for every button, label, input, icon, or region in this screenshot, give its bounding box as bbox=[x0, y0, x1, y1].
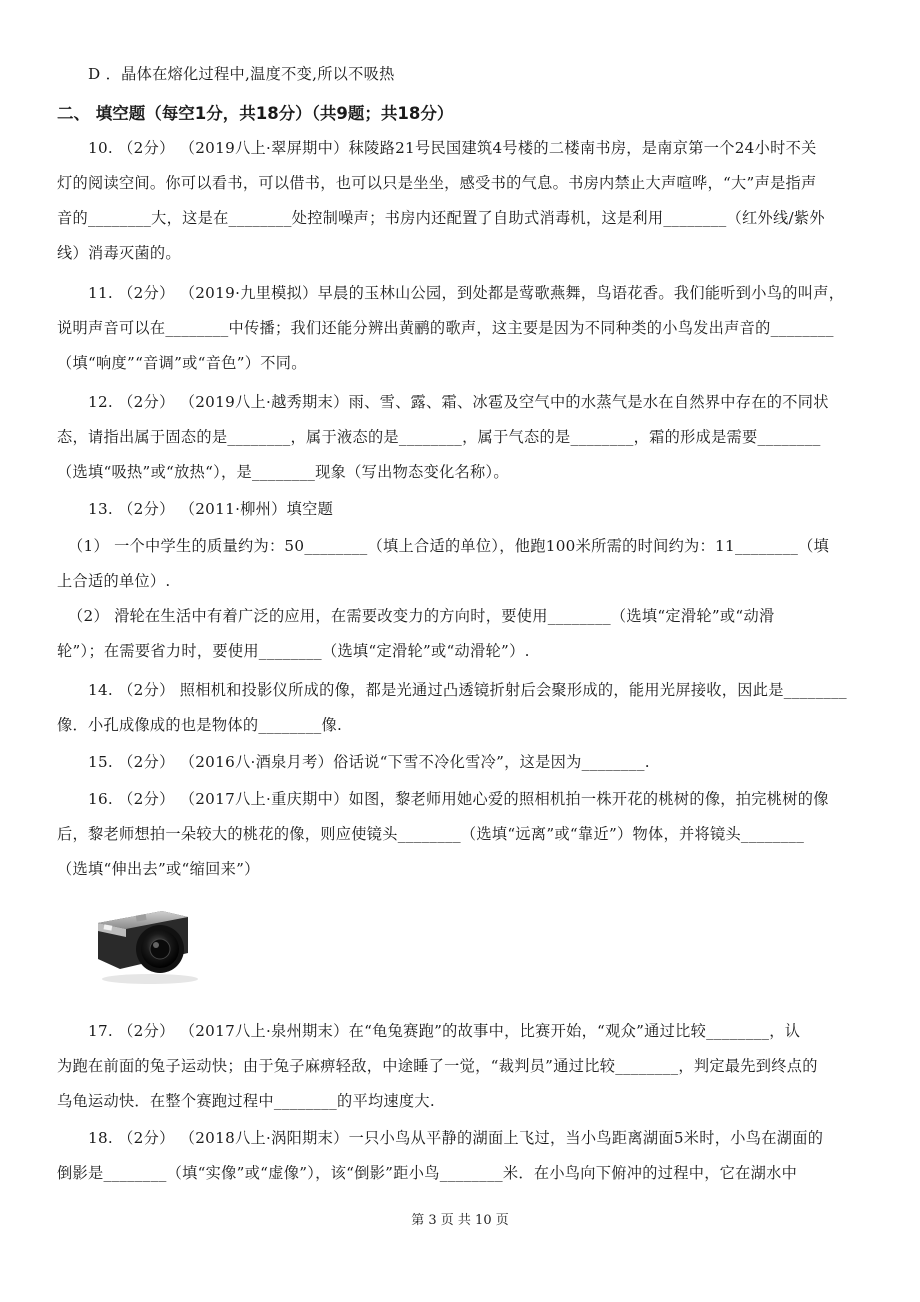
section-title: 二、 填空题（每空1分，共18分）（共9题；共18分） bbox=[57, 104, 454, 123]
page-footer: 第 3 页 共 10 页 bbox=[411, 1213, 509, 1228]
camera-icon bbox=[90, 895, 200, 985]
question-10-line-4: 线）消毒灭菌的。 bbox=[57, 244, 181, 262]
question-12-line-2: 态，请指出属于固态的是________，属于液态的是________，属于气态的是________，霜的形成是需要________ bbox=[57, 428, 821, 446]
question-17-line-2: 为跑在前面的兔子运动快；由于兔子麻痹轻敌，中途睡了一觉，“裁判员”通过比较________，判定最先到终点的 bbox=[57, 1057, 818, 1075]
question-14-line-2: 像．小孔成像成的也是物体的________像. bbox=[57, 716, 343, 734]
question-11-line-2: 说明声音可以在________中传播；我们还能分辨出黄鹂的歌声，这主要是因为不同种类的小鸟发出声音的________ bbox=[57, 319, 834, 337]
question-12-line-3: （选填“吸热”或“放热“），是________现象（写出物态变化名称）。 bbox=[57, 463, 509, 481]
question-17-line-1: 17. （2分） （2017八上·泉州期末）在“龟兔赛跑”的故事中，比赛开始，“观众”通过比较________，认 bbox=[88, 1022, 801, 1040]
question-13-part-1-line-2: 上合适的单位）. bbox=[57, 572, 171, 590]
question-18-line-2: 倒影是________（填“实像”或“虚像”），该“倒影”距小鸟________米．在小鸟向下俯冲的过程中，它在湖水中 bbox=[57, 1164, 798, 1182]
question-13-line-1: 13. （2分） （2011·柳州）填空题 bbox=[88, 500, 334, 518]
question-16-line-1: 16. （2分） （2017八上·重庆期中）如图，黎老师用她心爱的照相机拍一株开花的桃树的像，拍完桃树的像 bbox=[88, 790, 829, 808]
question-10-line-3: 音的________大，这是在________处控制噪声；书房内还配置了自助式消毒机，这是利用________（红外线/紫外 bbox=[57, 209, 825, 227]
question-13-part-2-line-1: （2） 滑轮在生活中有着广泛的应用，在需要改变力的方向时，要使用________（选填“定滑轮”或“动滑 bbox=[68, 607, 775, 625]
question-13-part-2-line-2: 轮”）；在需要省力时，要使用________（选填“定滑轮”或“动滑轮”）. bbox=[57, 642, 530, 660]
question-13-part-1-line-1: （1） 一个中学生的质量约为：50________（填上合适的单位），他跑100米所需的时间约为：11________（填 bbox=[68, 537, 830, 555]
question-14-line-1: 14. （2分） 照相机和投影仪所成的像，都是光通过凸透镜折射后会聚形成的，能用光屏接收，因此是________ bbox=[88, 681, 847, 699]
question-11-line-3: （填“响度”“音调”或“音色”）不同。 bbox=[57, 354, 307, 372]
question-10-line-1: 10. （2分） （2019八上·翠屏期中）秣陵路21号民国建筑4号楼的二楼南书房，是南京第一个24小时不关 bbox=[88, 139, 817, 157]
question-16-line-3: （选填“伸出去”或“缩回来”） bbox=[57, 860, 260, 878]
question-10-line-2: 灯的阅读空间。你可以看书，可以借书，也可以只是坐坐，感受书的气息。书房内禁止大声喧哗，“大”声是指声 bbox=[57, 174, 817, 192]
question-15-line-1: 15. （2分） （2016八·酒泉月考）俗话说“下雪不冷化雪冷”，这是因为________. bbox=[88, 753, 650, 771]
question-18-line-1: 18. （2分） （2018八上·涡阳期末）一只小鸟从平静的湖面上飞过，当小鸟距离湖面5米时，小鸟在湖面的 bbox=[88, 1129, 824, 1147]
option-d: D ．晶体在熔化过程中,温度不变,所以不吸热 bbox=[88, 65, 395, 83]
question-12-line-1: 12. （2分） （2019八上·越秀期末）雨、雪、露、霜、冰雹及空气中的水蒸气是水在自然界中存在的不同状 bbox=[88, 393, 829, 411]
question-16-line-2: 后，黎老师想拍一朵较大的桃花的像，则应使镜头________（选填“远离”或“靠近”）物体，并将镜头________ bbox=[57, 825, 805, 843]
question-17-line-3: 乌龟运动快．在整个赛跑过程中________的平均速度大. bbox=[57, 1092, 436, 1110]
question-11-line-1: 11. （2分） （2019·九里模拟）早晨的玉林山公园，到处都是莺歌燕舞，鸟语花香。我们能听到小鸟的叫声， bbox=[88, 284, 845, 302]
